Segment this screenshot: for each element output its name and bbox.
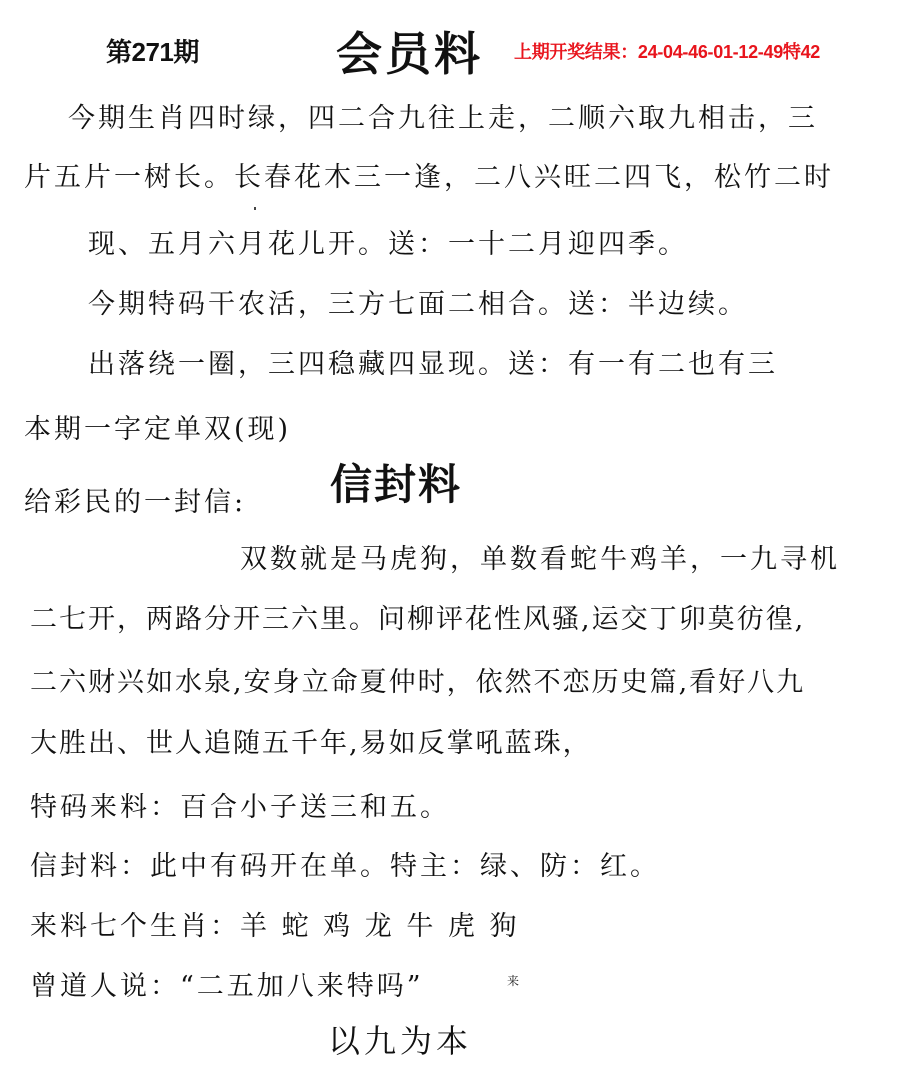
member-line-5: 出落绕一圈，三四稳藏四显现。送：有一有二也有三 xyxy=(88,349,778,380)
letter-line-4: 大胜出、世人追随五千年,易如反掌吼蓝珠， xyxy=(30,728,592,759)
letter-line-1: 双数就是马虎狗，单数看蛇牛鸡羊，一九寻机 xyxy=(240,544,840,575)
member-line-4: 今期特码干农活，三方七面二相合。送：半边续。 xyxy=(88,289,748,320)
member-line-6: 本期一字定单双(现) xyxy=(24,414,292,445)
letter-line-5: 特码来料：百合小子送三和五。 xyxy=(30,792,450,823)
member-line-1: 今期生肖四时绿，四二合九往上走，二顺六取九相击，三 xyxy=(68,103,818,134)
letter-line-8: 曾道人说：“二五加八来特吗” xyxy=(30,971,424,1002)
footer-text: 以九为本 xyxy=(328,1022,473,1060)
letter-line-3: 二六财兴如水泉,安身立命夏仲时，依然不恋历史篇,看好八九 xyxy=(30,667,806,698)
last-draw-result: 上期开奖结果：24-04-46-01-12-49特42 xyxy=(514,42,821,62)
page-title: 会员料 xyxy=(336,27,483,81)
speck-mark xyxy=(254,207,256,210)
section-title: 信封料 xyxy=(330,460,463,509)
letter-line-7: 来料七个生肖：羊 蛇 鸡 龙 牛 虎 狗 xyxy=(30,911,520,942)
letter-intro: 给彩民的一封信: xyxy=(24,487,247,518)
member-line-2: 片五片一树长。长春花木三一逢，二八兴旺二四飞，松竹二时 xyxy=(24,162,834,193)
small-mark: 来 xyxy=(507,974,520,988)
issue-number: 第271期 xyxy=(106,37,199,67)
letter-line-6: 信封料：此中有码开在单。特主：绿、防：红。 xyxy=(30,851,660,882)
letter-line-2: 二七开，两路分开三六里。问柳评花性风骚,运交丁卯莫彷徨, xyxy=(30,604,806,635)
member-line-3: 现、五月六月花儿开。送：一十二月迎四季。 xyxy=(88,229,688,260)
